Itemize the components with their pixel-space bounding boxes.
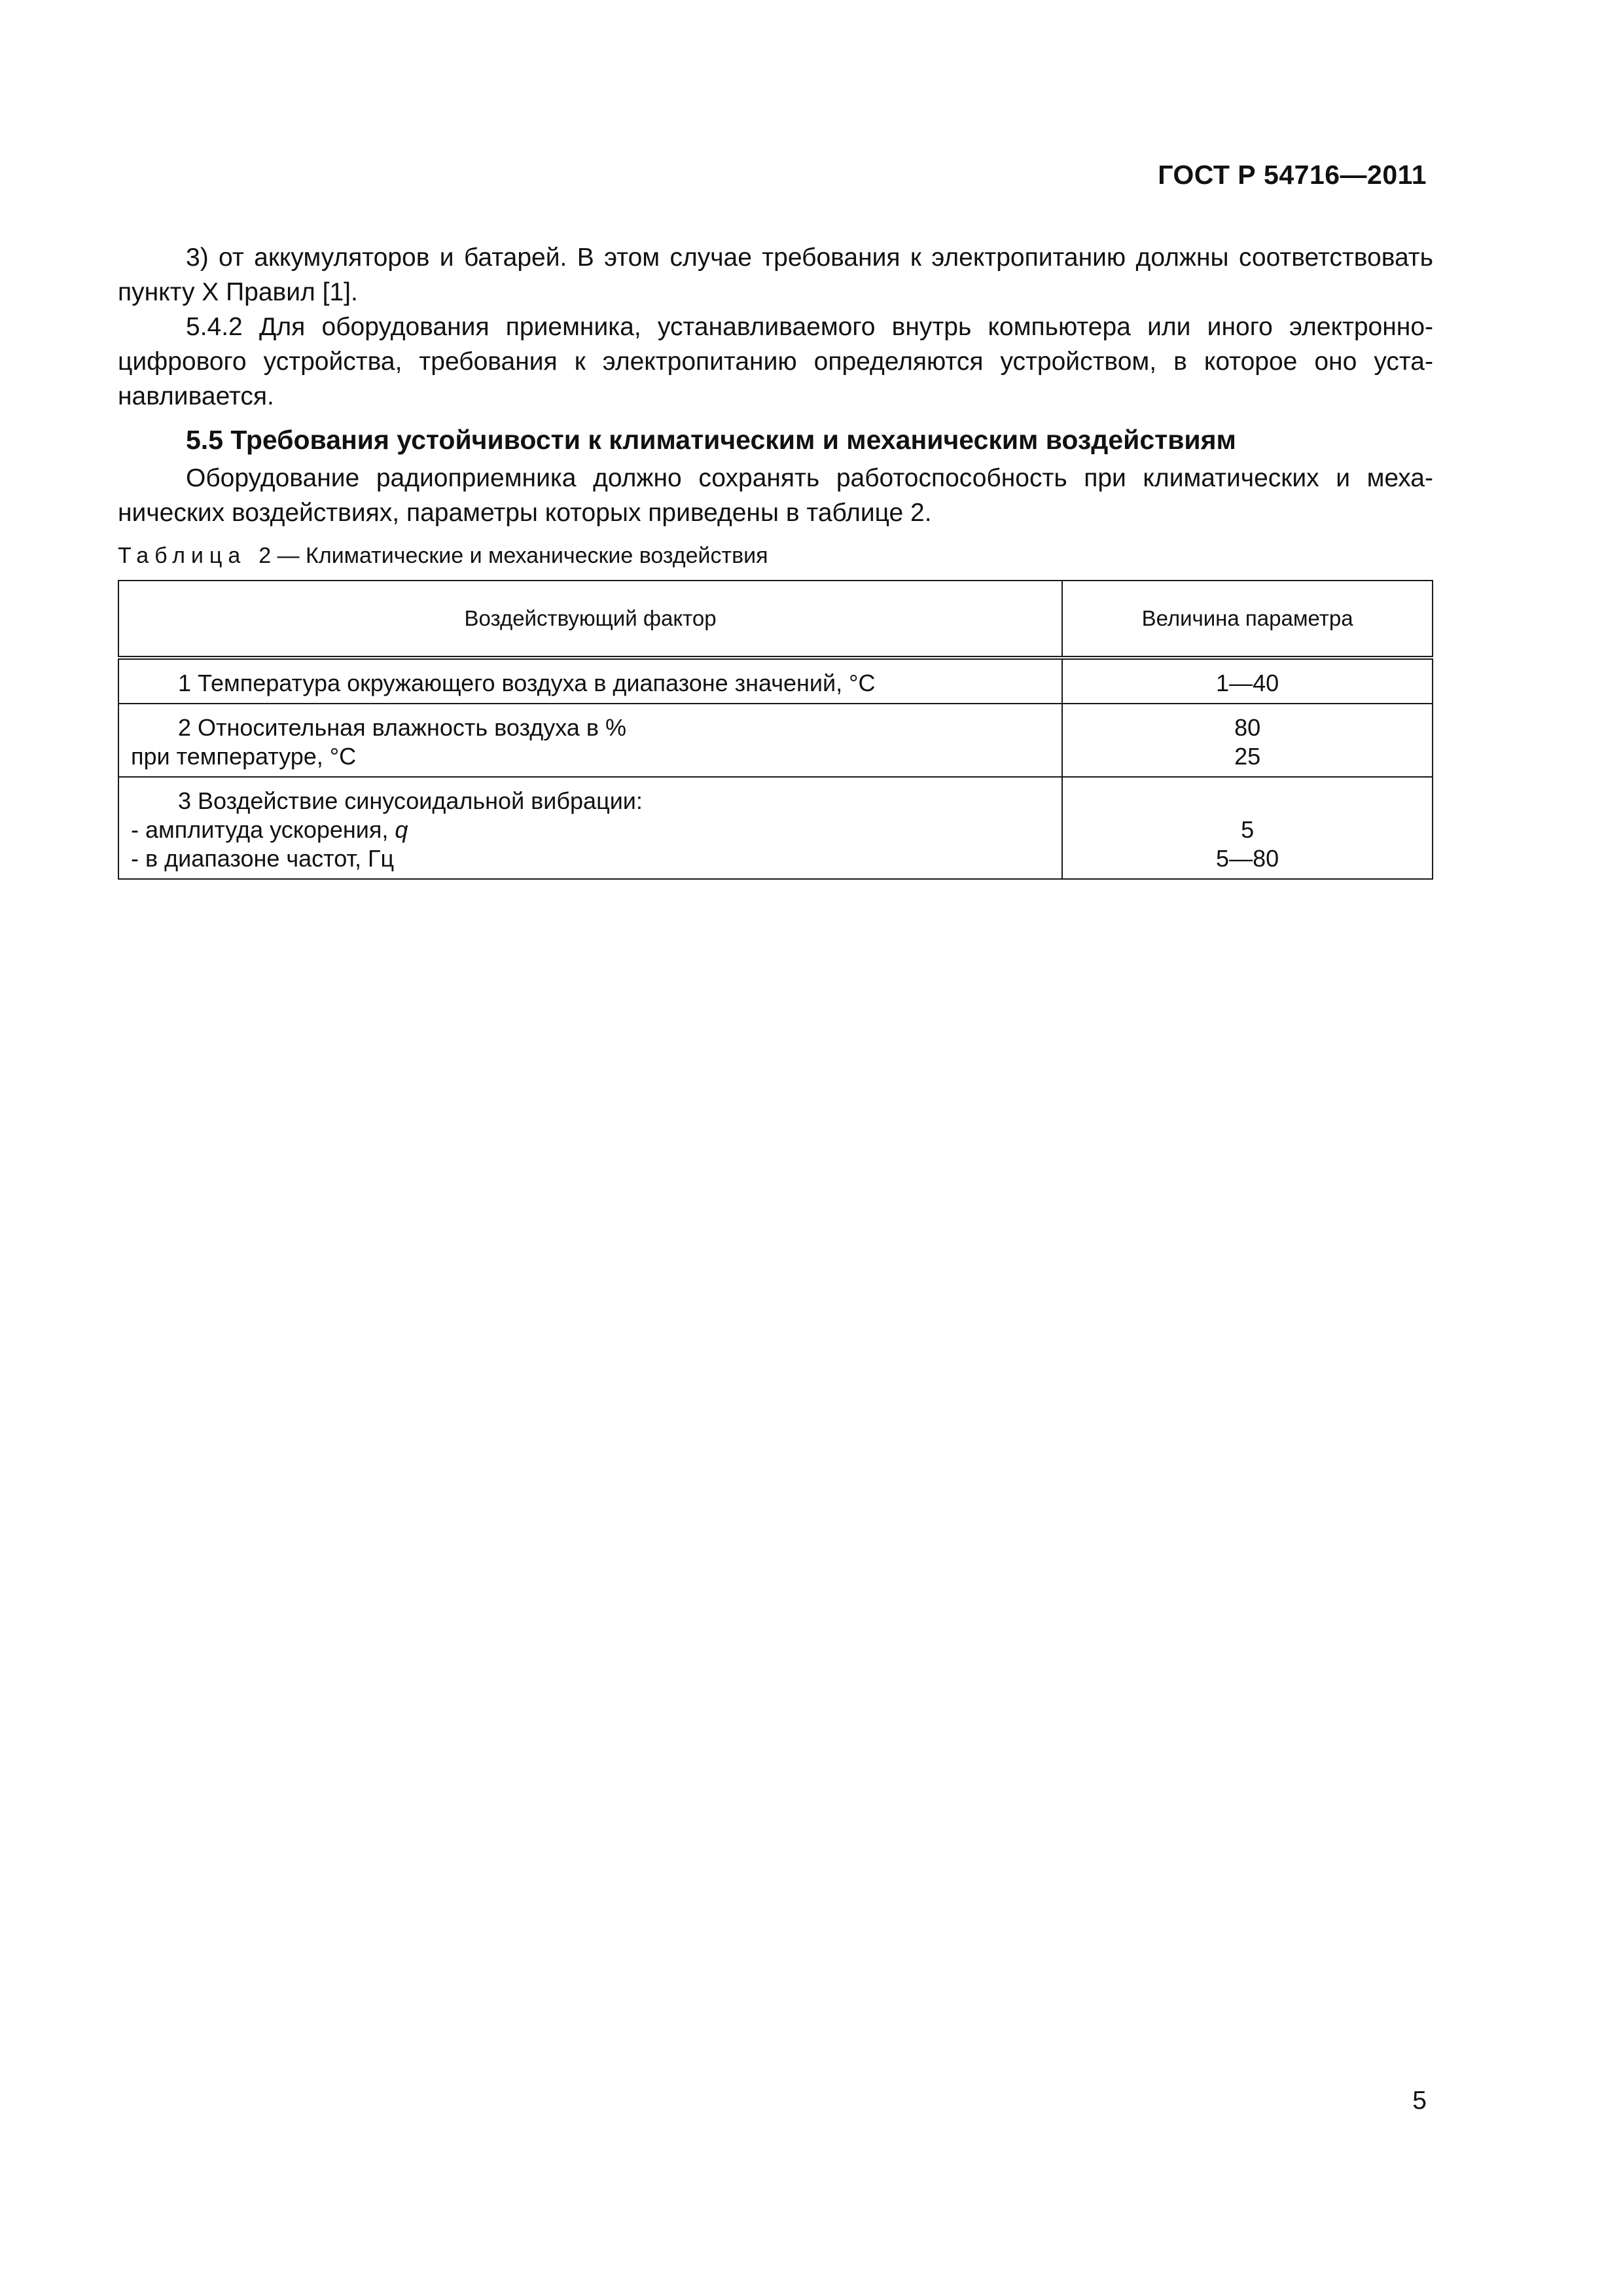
paragraph-5-5: Оборудование радиоприемника должно сохранять работоспособность при климатических и механических воздействиях, параметры которых приведены в таблице 2.: [118, 464, 1433, 527]
table-row: [118, 704, 1433, 777]
table-caption-label: Таблица: [118, 543, 247, 568]
document-code: ГОСТ Р 54716—2011: [1158, 160, 1427, 190]
header-factor: Воздействующий фактор: [118, 581, 1062, 658]
value-line: 5—80: [1216, 845, 1279, 872]
header-value: Величина параметра: [1062, 581, 1433, 658]
value-line: 25: [1234, 743, 1261, 770]
factor-cell: [118, 704, 1062, 777]
section-heading-5-5: 5.5 Требования устойчивости к климатическим и механическим воздействиям: [186, 425, 1236, 455]
factor-line: - амплитуда ускорения, q: [131, 816, 408, 843]
factor-cell: [118, 658, 1062, 704]
parameters-table: [118, 580, 1433, 880]
value-line: 1—40: [1216, 670, 1279, 696]
value-line: 80: [1234, 714, 1261, 741]
list-item-3: 3) от аккумуляторов и батарей. В этом случае требования к электропитанию должны соответствовать пункту X Правил [1].: [118, 243, 1433, 306]
factor-line: 3 Воздействие синусоидальной вибрации:: [178, 787, 643, 814]
acceleration-symbol: q: [395, 816, 408, 843]
table-header-row: [118, 581, 1433, 658]
value-line: 5: [1241, 816, 1255, 843]
value-cell: [1062, 777, 1433, 879]
paragraph-5-4-2: 5.4.2 Для оборудования приемника, устанавливаемого внутрь компьютера или иного электронно-цифрового устройства, требования к электропитанию определяются устройством, в которое оно устанавливается.: [118, 313, 1433, 410]
value-line: [1069, 787, 1425, 816]
table-caption-title: 2 — Климатические и механические воздействия: [246, 543, 768, 568]
table-row: [118, 658, 1433, 704]
table-caption: [118, 541, 768, 570]
factor-line: 1 Температура окружающего воздуха в диапазоне значений, °С: [178, 670, 876, 696]
value-cell: [1062, 658, 1433, 704]
factor-line: 2 Относительная влажность воздуха в %: [178, 714, 626, 741]
factor-line: - в диапазоне частот, Гц: [131, 845, 395, 872]
factor-line: при температуре, °С: [131, 743, 357, 770]
table-row: [118, 777, 1433, 879]
page-number: 5: [1412, 2087, 1427, 2115]
factor-cell: [118, 777, 1062, 879]
body-text: [118, 240, 1433, 530]
value-cell: [1062, 704, 1433, 777]
